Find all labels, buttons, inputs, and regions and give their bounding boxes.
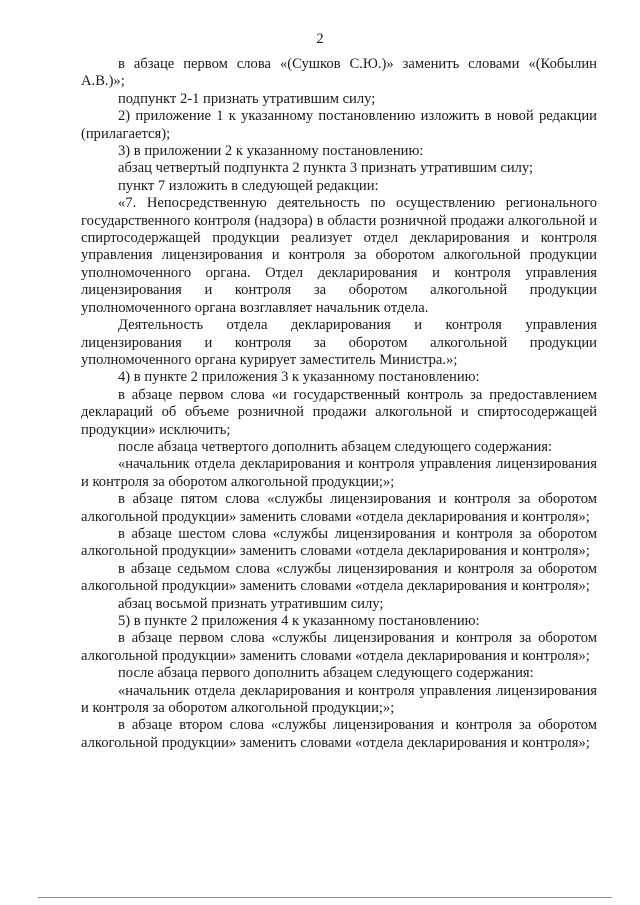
- paragraph: 3) в приложении 2 к указанному постановлению:: [118, 143, 424, 160]
- paragraph: «начальник отдела декларирования и контроля управления лицензирования и контроля за оборотом алкогольной продукции;»;: [81, 682, 597, 717]
- paragraph: «7. Непосредственную деятельность по осуществлению регионального государственного контроля (надзора) в области розничной продажи алкогольной и спиртосодержащей продукции реализует отдел декларирования и контроля управления лицензирования и контроля за оборотом алкогольной продукции уполномоченного органа. Отдел декларирования и контроля управления лицензирования и контроля за оборотом алкогольной продукции уполномоченного органа возглавляет начальник отдела.: [81, 195, 597, 316]
- paragraph: после абзаца четвертого дополнить абзацем следующего содержания:: [118, 438, 553, 455]
- paragraph: абзац восьмой признать утратившим силу;: [118, 595, 384, 612]
- paragraph: в абзаце втором слова «службы лицензирования и контроля за оборотом алкогольной продукции» заменить словами «отдела декларирования и контроля»;: [81, 717, 597, 751]
- paragraph: Деятельность отдела декларирования и контроля управления лицензирования и контроля за оборотом алкогольной продукции уполномоченного органа курирует заместитель Министра.»;: [81, 317, 597, 368]
- paragraph: 5) в пункте 2 приложения 4 к указанному постановлению:: [118, 613, 480, 629]
- document-body: [81, 56, 597, 752]
- paragraph: «начальник отдела декларирования и контроля управления лицензирования и контроля за оборотом алкогольной продукции;»;: [81, 456, 597, 490]
- page-number: 2: [316, 31, 324, 47]
- paragraph: 2) приложение 1 к указанному постановлению изложить в новой редакции (прилагается);: [81, 108, 597, 142]
- paragraph: после абзаца первого дополнить абзацем следующего содержания:: [118, 665, 534, 682]
- paragraph: пункт 7 изложить в следующей редакции:: [118, 177, 379, 194]
- paragraph: 4) в пункте 2 приложения 3 к указанному постановлению:: [118, 369, 480, 386]
- paragraph: в абзаце первом слова «и государственный контроль за предоставлением деклараций об объеме розничной продажи алкогольной и спиртосодержащей продукции» исключить;: [81, 386, 597, 438]
- paragraph: подпункт 2-1 признать утратившим силу;: [118, 90, 376, 107]
- paragraph: в абзаце первом слова «(Сушков С.Ю.)» заменить словами «(Кобылин А.В.)»;: [81, 56, 597, 90]
- paragraph: в абзаце седьмом слова «службы лицензирования и контроля за оборотом алкогольной продукции» заменить словами «отдела декларирования и контроля»;: [81, 560, 597, 595]
- paragraph: абзац четвертый подпункта 2 пункта 3 признать утратившим силу;: [118, 160, 534, 177]
- paragraph: в абзаце пятом слова «службы лицензирования и контроля за оборотом алкогольной продукции» заменить словами «отдела декларирования и контроля»;: [81, 491, 597, 525]
- paragraph: в абзаце шестом слова «службы лицензирования и контроля за оборотом алкогольной продукции» заменить словами «отдела декларирования и контроля»;: [81, 525, 597, 560]
- paragraph: в абзаце первом слова «службы лицензирования и контроля за оборотом алкогольной продукции» заменить словами «отдела декларирования и контроля»;: [81, 630, 597, 664]
- page-bottom-divider: [38, 897, 612, 898]
